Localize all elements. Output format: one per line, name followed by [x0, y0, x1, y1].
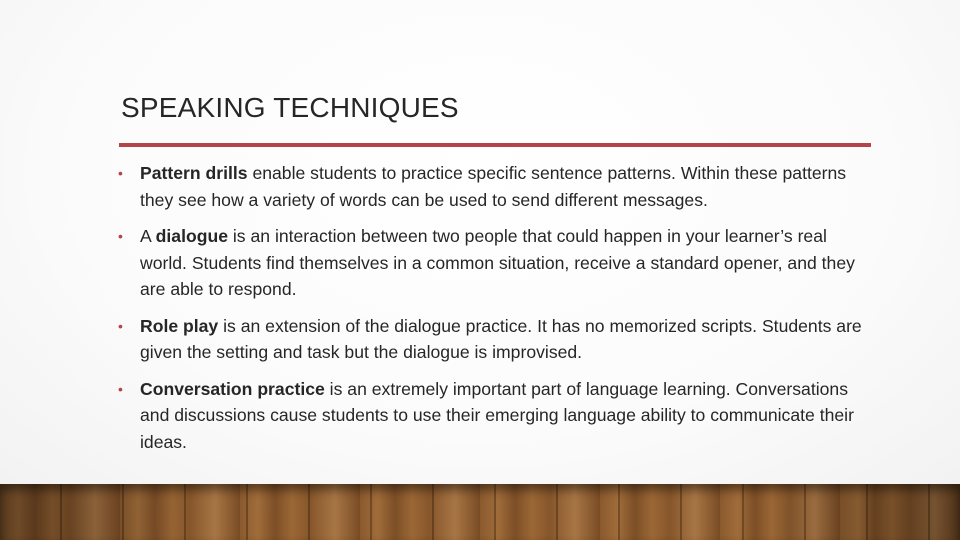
bullet-term: Conversation practice	[140, 378, 325, 399]
bullet-term: Role play	[140, 315, 219, 336]
bullet-item-role-play	[118, 313, 870, 366]
bullet-term: Pattern drills	[140, 163, 248, 183]
bullet-item-conversation-practice	[118, 376, 870, 456]
bullet-term: dialogue	[155, 226, 228, 246]
bullet-text: enable students to practice specific sentence patterns. Within these patterns they see how a variety of words can be used to send different messages.	[140, 163, 847, 210]
floor-vignette	[0, 484, 960, 540]
bullet-list	[118, 160, 870, 465]
bullet-icon: •	[118, 317, 123, 334]
slide-title: SPEAKING TECHNIQUES	[121, 92, 459, 123]
bullet-item-dialogue	[118, 223, 870, 303]
bullet-icon: •	[118, 380, 123, 397]
bullet-text: is an interaction between two people that could happen in your learner’s real world. Students find themselves in a common situation, receive a standard opener, and they are able to respond.	[140, 226, 855, 299]
bullet-icon: •	[118, 165, 123, 181]
title-underline	[119, 143, 871, 147]
bullet-prefix: A	[140, 226, 156, 246]
bullet-text: is an extremely important part of language learning. Conversations and discussions cause students to use their emerging language ability to communicate their ideas.	[140, 378, 854, 452]
bullet-icon: •	[118, 228, 123, 244]
bullet-item-pattern-drills	[118, 160, 870, 213]
bullet-text: is an extension of the dialogue practice. It has no memorized scripts. Students are given the setting and task but the dialogue is improvised.	[140, 315, 862, 362]
